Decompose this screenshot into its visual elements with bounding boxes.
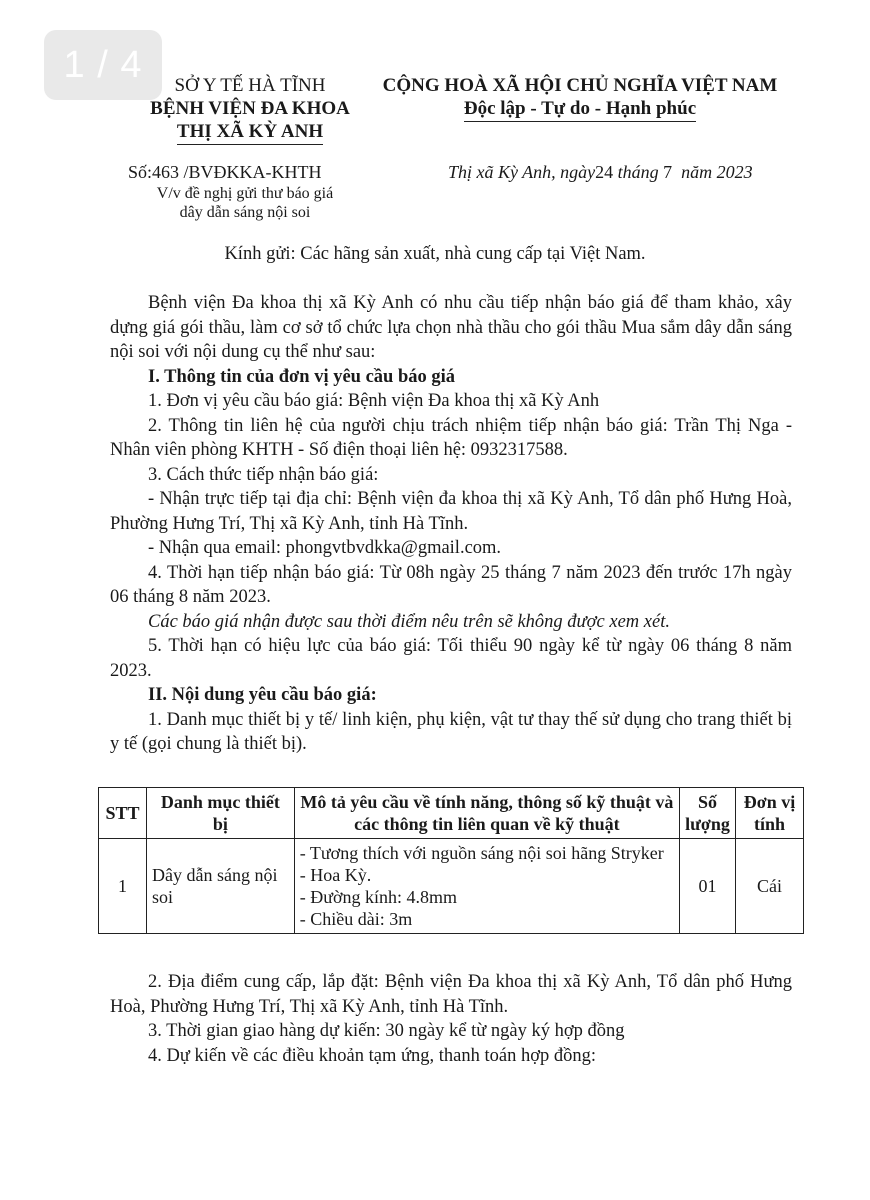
body-section-2 bbox=[110, 970, 792, 1068]
section-1-title: I. Thông tin của đơn vị yêu cầu báo giá bbox=[148, 366, 456, 387]
section-1-item-5: 5. Thời hạn có hiệu lực của báo giá: Tối thiểu 90 ngày kể từ ngày 06 tháng 8 năm 2023. bbox=[110, 636, 792, 681]
table-header-row bbox=[99, 788, 804, 839]
subject-line-1: V/v đề nghị gửi thư báo giá bbox=[156, 185, 334, 202]
country-name: CỘNG HOÀ XÃ HỘI CHỦ NGHĨA VIỆT NAM bbox=[382, 75, 778, 96]
cell-stt: 1 bbox=[99, 839, 147, 934]
date-month-label: tháng bbox=[617, 162, 659, 182]
document-number bbox=[128, 162, 322, 183]
recipient-line: Kính gửi: Các hãng sản xuất, nhà cung cấp tại Việt Nam. bbox=[224, 244, 646, 264]
body-section-1 bbox=[110, 291, 792, 757]
header-description: Mô tả yêu cầu về tính năng, thông số kỹ thuật và các thông tin liên quan về kỹ thuật bbox=[294, 788, 679, 839]
page-indicator: 1 / 4 bbox=[44, 30, 162, 100]
subject-line-2: dây dẫn sáng nội soi bbox=[179, 204, 311, 221]
document-date bbox=[448, 162, 753, 183]
subject-block bbox=[130, 184, 360, 222]
cell-unit: Cái bbox=[736, 839, 804, 934]
issuer-block bbox=[120, 74, 380, 145]
date-month: 7 bbox=[663, 162, 673, 182]
section-1-item-4: 4. Thời hạn tiếp nhận báo giá: Từ 08h ngày 25 tháng 7 năm 2023 đến trước 17h ngày 06 tháng 8 năm 2023. bbox=[110, 562, 792, 607]
section-1-item-2: 2. Thông tin liên hệ của người chịu trách nhiệm tiếp nhận báo giá: Trần Thị Nga - Nhân viên phòng KHTH - Số điện thoại liên hệ: 0932317588. bbox=[110, 415, 792, 460]
section-2-item-1: 1. Danh mục thiết bị y tế/ linh kiện, phụ kiện, vật tư thay thế sử dụng cho trang thiết bị y tế (gọi chung là thiết bị). bbox=[110, 709, 792, 754]
table-row bbox=[99, 839, 804, 934]
intro-paragraph: Bệnh viện Đa khoa thị xã Kỳ Anh có nhu cầu tiếp nhận báo giá để tham khảo, xây dựng giá gói thầu, làm cơ sở tổ chức lựa chọn nhà thầu cho gói thầu Mua sắm dây dẫn sáng nội soi với nội dung cụ thể như sau: bbox=[110, 293, 792, 362]
section-1-item-1: 1. Đơn vị yêu cầu báo giá: Bệnh viện Đa khoa thị xã Kỳ Anh bbox=[148, 391, 600, 411]
date-prefix: Thị xã Kỳ Anh, ngày bbox=[448, 162, 596, 182]
issuer-location: THỊ XÃ KỲ ANH bbox=[177, 120, 323, 145]
requirements-table bbox=[98, 787, 804, 934]
section-1-item-4-note: Các báo giá nhận được sau thời điểm nêu trên sẽ không được xem xét. bbox=[148, 611, 670, 632]
so-number: 463 bbox=[152, 162, 180, 182]
header-stt: STT bbox=[99, 788, 147, 839]
cell-description bbox=[294, 839, 679, 934]
section-1-item-3: 3. Cách thức tiếp nhận báo giá: bbox=[148, 464, 379, 485]
motto: Độc lập - Tự do - Hạnh phúc bbox=[464, 97, 696, 122]
national-motto-block bbox=[370, 74, 790, 122]
section-2-item-3: 3. Thời gian giao hàng dự kiến: 30 ngày kể từ ngày ký hợp đồng bbox=[148, 1021, 625, 1041]
section-1-item-3a: - Nhận trực tiếp tại địa chỉ: Bệnh viện đa khoa thị xã Kỳ Anh, Tổ dân phố Hưng Hoà, Phường Hưng Trí, Thị xã Kỳ Anh, tỉnh Hà Tĩnh. bbox=[110, 489, 792, 534]
section-2-item-2: 2. Địa điểm cung cấp, lắp đặt: Bệnh viện Đa khoa thị xã Kỳ Anh, Tổ dân phố Hưng Hoà, Phường Hưng Trí, Thị xã Kỳ Anh, tỉnh Hà Tĩnh. bbox=[110, 972, 792, 1017]
description-line-2: - Đường kính: 4.8mm bbox=[299, 887, 458, 907]
issuer-hospital: BỆNH VIỆN ĐA KHOA bbox=[150, 98, 350, 119]
section-2-title: II. Nội dung yêu cầu báo giá: bbox=[148, 685, 377, 705]
date-year: năm 2023 bbox=[681, 162, 753, 182]
header-quantity: Số lượng bbox=[680, 788, 736, 839]
header-unit: Đơn vị tính bbox=[736, 788, 804, 839]
section-1-item-3b: - Nhận qua email: phongvtbvdkka@gmail.com. bbox=[148, 538, 502, 558]
issuer-department: SỞ Y TẾ HÀ TĨNH bbox=[174, 75, 326, 96]
header-item: Danh mục thiết bị bbox=[146, 788, 294, 839]
description-line-3: - Chiều dài: 3m bbox=[299, 909, 413, 929]
cell-quantity: 01 bbox=[680, 839, 736, 934]
cell-item: Dây dẫn sáng nội soi bbox=[146, 839, 294, 934]
date-day: 24 bbox=[595, 162, 614, 182]
description-line-1: - Tương thích với nguồn sáng nội soi hãng Stryker - Hoa Kỳ. bbox=[299, 843, 664, 885]
section-2-item-4: 4. Dự kiến về các điều khoản tạm ứng, thanh toán hợp đồng: bbox=[148, 1045, 597, 1066]
so-code: /BVĐKKA-KHTH bbox=[183, 162, 322, 182]
so-label: Số: bbox=[128, 162, 153, 182]
